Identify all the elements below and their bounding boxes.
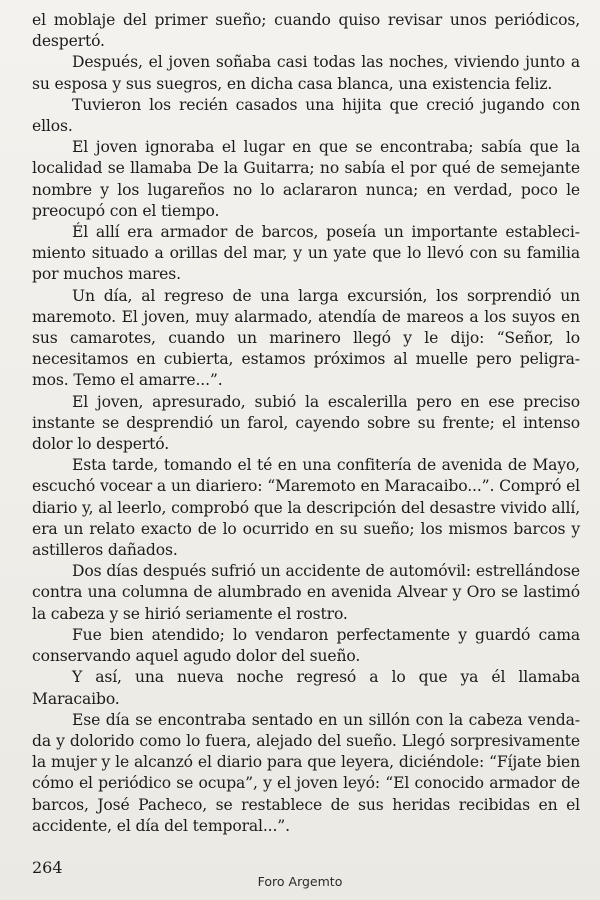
footer-label: Foro Argemto [257,874,343,889]
paragraph-1: el moblaje del primer sueño; cuando quiso revisar unos periódicos, despertó. [32,11,580,51]
paragraph-12: Ese día se encontraba sentado en un sillón con la cabeza vendada y dolorido como lo fuera, alejado del sueño. Llegó sorpresivamente la mujer y le alcanzó el diario para que leyera, diciéndole: “Fíjate bien cómo el periódico se ocupa”, y el joven leyó: “El conocido armador de barcos, José Pacheco, se restablece de sus heridas recibidas en el accidente, el día del temporal...”. [32,710,580,835]
paragraph-8: Esta tarde, tomando el té en una confitería de avenida de Mayo, escuchó vocear a un diariero: “Maremoto en Maracaibo...”. Compró el diario y, al leerlo, comprobó que la descripción del desastre vivido allí, era un relato exacto de lo ocurrido en su sueño; los mismos barcos y astilleros dañados. [32,456,580,560]
paragraph-6: Un día, al regreso de una larga excursión, los sorprendió un maremoto. El joven, muy alarmado, atendía de mareos a los suyos en sus camarotes, cuando un marinero llegó y le dijo: “Señor, lo necesitamos en cubierta, estamos próximos al muelle pero peligramos. Temo el amarre...”. [32,286,580,390]
page-body-text [32,10,580,837]
paragraph-5: Él allí era armador de barcos, poseía un importante establecimiento situado a orillas del mar, y un yate que lo llevó con su familia por muchos mares. [32,223,580,284]
paragraph-2: Después, el joven soñaba casi todas las noches, viviendo junto a su esposa y sus suegros, en dicha casa blanca, una existencia feliz. [32,53,580,93]
paragraph-7: El joven, apresurado, subió la escalerilla pero en ese preciso instante se desprendió un farol, cayendo sobre su frente; el intenso dolor lo despertó. [32,392,580,454]
paragraph-4: El joven ignoraba el lugar en que se encontraba; sabía que la localidad se llamaba De la Guitarra; no sabía el por qué de semejante nombre y los lugareños no lo aclararon nunca; en verdad, poco le preocupó con el tiempo. [32,138,580,220]
paragraph-10: Fue bien atendido; lo vendaron perfectamente y guardó cama conservando aquel agudo dolor del sueño. [32,625,580,666]
paragraph-3: Tuvieron los recién casados una hijita que creció jugando con ellos. [32,95,580,136]
paragraph-9: Dos días después sufrió un accidente de automóvil: estrellándose contra una columna de alumbrado en avenida Alvear y Oro se lastimó la cabeza y se hirió seriamente el rostro. [32,562,580,623]
page-number: 264 [32,858,63,877]
paragraph-11: Y así, una nueva noche regresó a lo que ya él llamaba Maracaibo. [32,668,580,708]
